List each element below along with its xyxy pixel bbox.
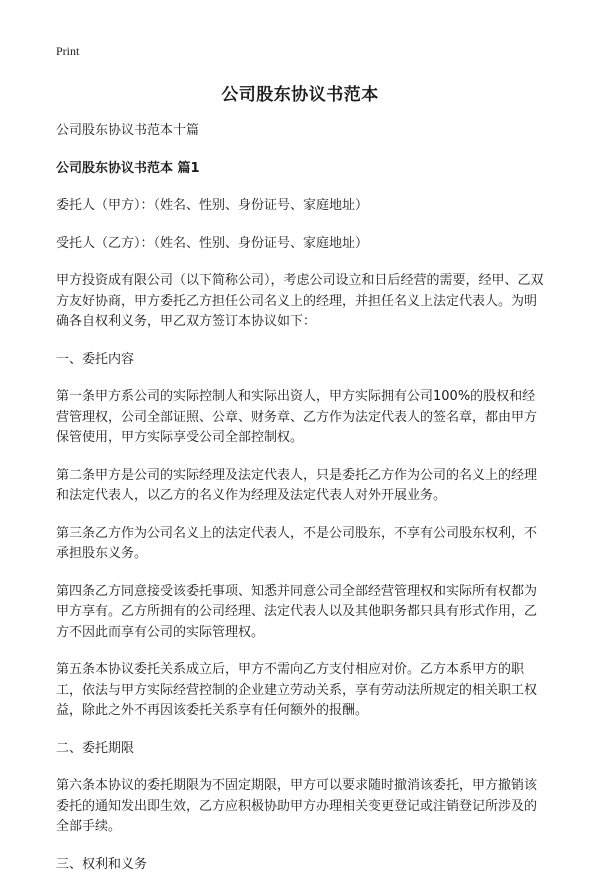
intro-paragraph: 甲方投资成有限公司（以下简称公司），考虑公司设立和日后经营的需要，经甲、乙双方友好协商，甲方委托乙方担任公司名义上的经理，并担任名义上法定代表人。为明确各自权利义务，甲乙双方签订本协议如下： — [56, 271, 548, 333]
document-title: 公司股东协议书范本 — [0, 80, 600, 105]
document-body — [56, 121, 548, 875]
article-1: 第一条甲方系公司的实际控制人和实际出资人，甲方实际拥有公司100%的股权和经营管理权，公司全部证照、公章、财务章、乙方作为法定代表人的签名章，都由甲方保管使用，甲方实际享受公司全部控制权。 — [56, 387, 548, 449]
collection-label: 公司股东协议书范本十篇 — [56, 121, 548, 142]
article-3: 第三条乙方作为公司名义上的法定代表人，不是公司股东，不享有公司股东权利，不承担股东义务。 — [56, 524, 548, 565]
heading-entrusted-term: 二、委托期限 — [56, 739, 548, 760]
article-5: 第五条本协议委托关系成立后，甲方不需向乙方支付相应对价。乙方本系甲方的职工，依法与甲方实际经营控制的企业建立劳动关系，享有劳动法所规定的相关职工权益，除此之外不再因该委托关系享有任何额外的报酬。 — [56, 660, 548, 722]
heading-entrusted-content: 一、委托内容 — [56, 350, 548, 371]
print-link[interactable]: Print — [56, 44, 79, 59]
article-2: 第二条甲方是公司的实际经理及法定代表人，只是委托乙方作为公司的名义上的经理和法定代表人，以乙方的名义作为经理及法定代表人对外开展业务。 — [56, 466, 548, 507]
article-6: 第六条本协议的委托期限为不固定期限，甲方可以要求随时撤消该委托，甲方撤销该委托的通知发出即生效，乙方应积极协助甲方办理相关变更登记或注销登记所涉及的全部手续。 — [56, 776, 548, 838]
article-4: 第四条乙方同意接受该委托事项、知悉并同意公司全部经营管理权和实际所有权都为甲方享有。乙方所拥有的公司经理、法定代表人以及其他职务都只具有形式作用，乙方不因此而享有公司的实际管理权。 — [56, 582, 548, 644]
section-heading: 公司股东协议书范本 篇1 — [56, 159, 548, 180]
heading-rights-obligations: 三、权利和义务 — [56, 855, 548, 875]
party-a-line: 委托人（甲方）：（姓名、性别、身份证号、家庭地址） — [56, 196, 548, 217]
party-b-line: 受托人（乙方）：（姓名、性别、身份证号、家庭地址） — [56, 234, 548, 255]
